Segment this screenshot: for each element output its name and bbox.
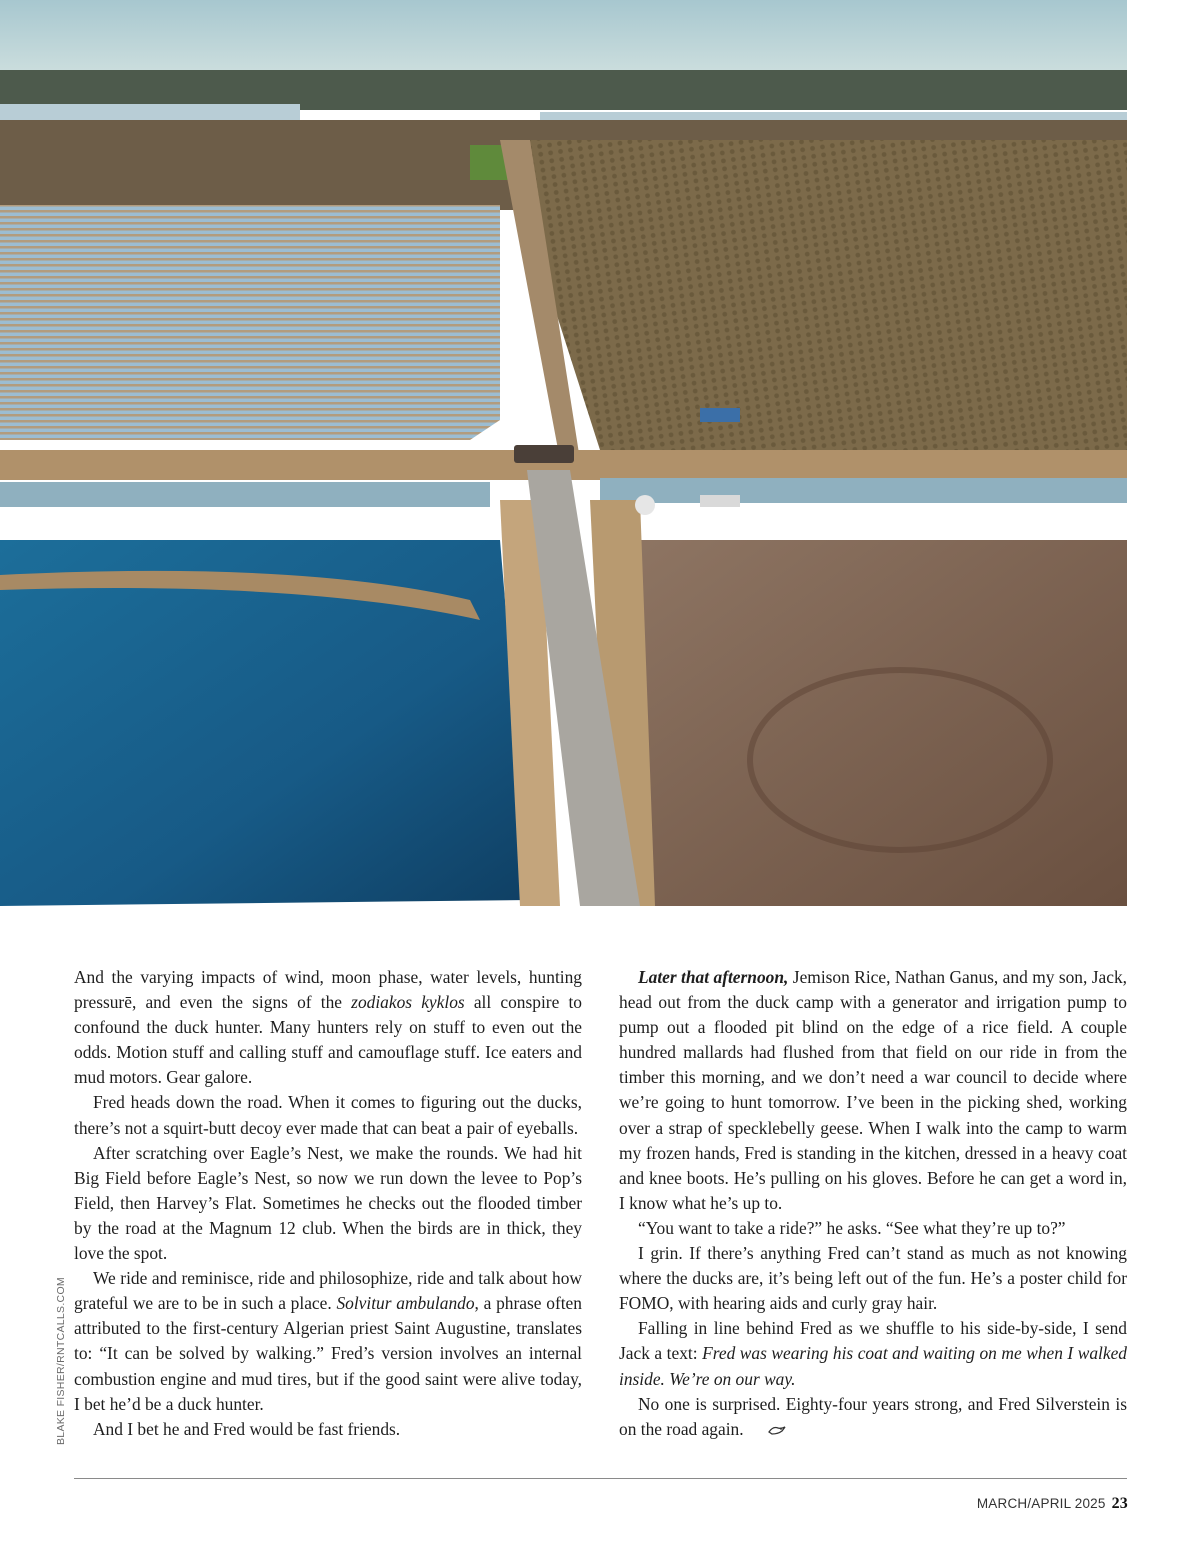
paragraph: And the varying impacts of wind, moon phase, water levels, hunting pressurē, and even the signs of the zodiakos kyklos all conspire to confound the duck hunter. Many hunters rely on stuff to even out the odds. Motion stuff and calling stuff and camouflage stuff. Ice eaters and mud motors. Gear galore. — [74, 967, 583, 1088]
paragraph: After scratching over Eagle’s Nest, we make the rounds. We had hit Big Field before Eagle’s Nest, so now we run down the levee to Pop’s Field, then Harvey’s Flat. Sometimes he checks out the flooded timber by the road at the Magnum 12 club. When the birds are in thick, they love the spot. — [74, 1142, 582, 1264]
page-footer — [977, 1495, 1128, 1513]
photo-credit: BLAKE FISHER/RNTCALLS.COM — [55, 1277, 67, 1445]
lead-in: Later that afternoon, — [638, 967, 789, 987]
page-number: 23 — [1111, 1495, 1128, 1512]
paragraph: Later that afternoon, Jemison Rice, Nathan Ganus, and my son, Jack, head out from the duck camp with a generator and irrigation pump to pump out a flooded pit blind on the edge of a rice field. A couple hundred mallards had flushed from that field on our ride in from the timber this morning, and we don’t need a war council to decide where we’re going to hunt tomorrow. I’ve been in the picking shed, working over a strap of specklebelly geese. When I walk into the camp to warm my frozen hands, Fred is standing in the kitchen, dressed in a heavy coat and knee boots. He’s pulling on his gloves. Before he can get a word in, I know what he’s up to. — [619, 967, 1128, 1213]
article-column-right — [619, 965, 1127, 1442]
paragraph: We ride and reminisce, ride and philosophize, ride and talk about how grateful we are to be in such a place. Solvitur ambulando, a phrase often attributed to the first-century Algerian priest Saint Augustine, translates to: “It can be solved by walking.” Fred’s version involves an internal combustion engine and mud tires, but if the good saint were alive today, I bet he’d be a duck hunter. — [74, 1268, 582, 1414]
paragraph: I grin. If there’s anything Fred can’t stand as much as not knowing where the ducks are, it’s being left out of the fun. He’s a poster child for FOMO, with hearing aids and curly gray hair. — [619, 1243, 1127, 1314]
paragraph: No one is surprised. Eighty-four years strong, and Fred Silverstein is on the road again. — [619, 1393, 1127, 1439]
duck-head-icon — [748, 1419, 768, 1433]
paragraph: And I bet he and Fred would be fast friends. — [93, 1418, 401, 1439]
article-column-left — [74, 965, 582, 1442]
issue-date: MARCH/APRIL 2025 — [976, 1496, 1106, 1511]
paragraph: “You want to take a ride?” he asks. “See what they’re up to?” — [638, 1217, 1066, 1238]
paragraph: Fred heads down the road. When it comes to figuring out the ducks, there’s not a squirt-butt decoy ever made that can beat a pair of eyeballs. — [74, 1092, 582, 1138]
footer-rule — [74, 1478, 1127, 1479]
paragraph: Falling in line behind Fred as we shuffle to his side-by-side, I send Jack a text: Fred was wearing his coat and waiting on me when I walked inside. We’re on our way. — [619, 1318, 1128, 1389]
